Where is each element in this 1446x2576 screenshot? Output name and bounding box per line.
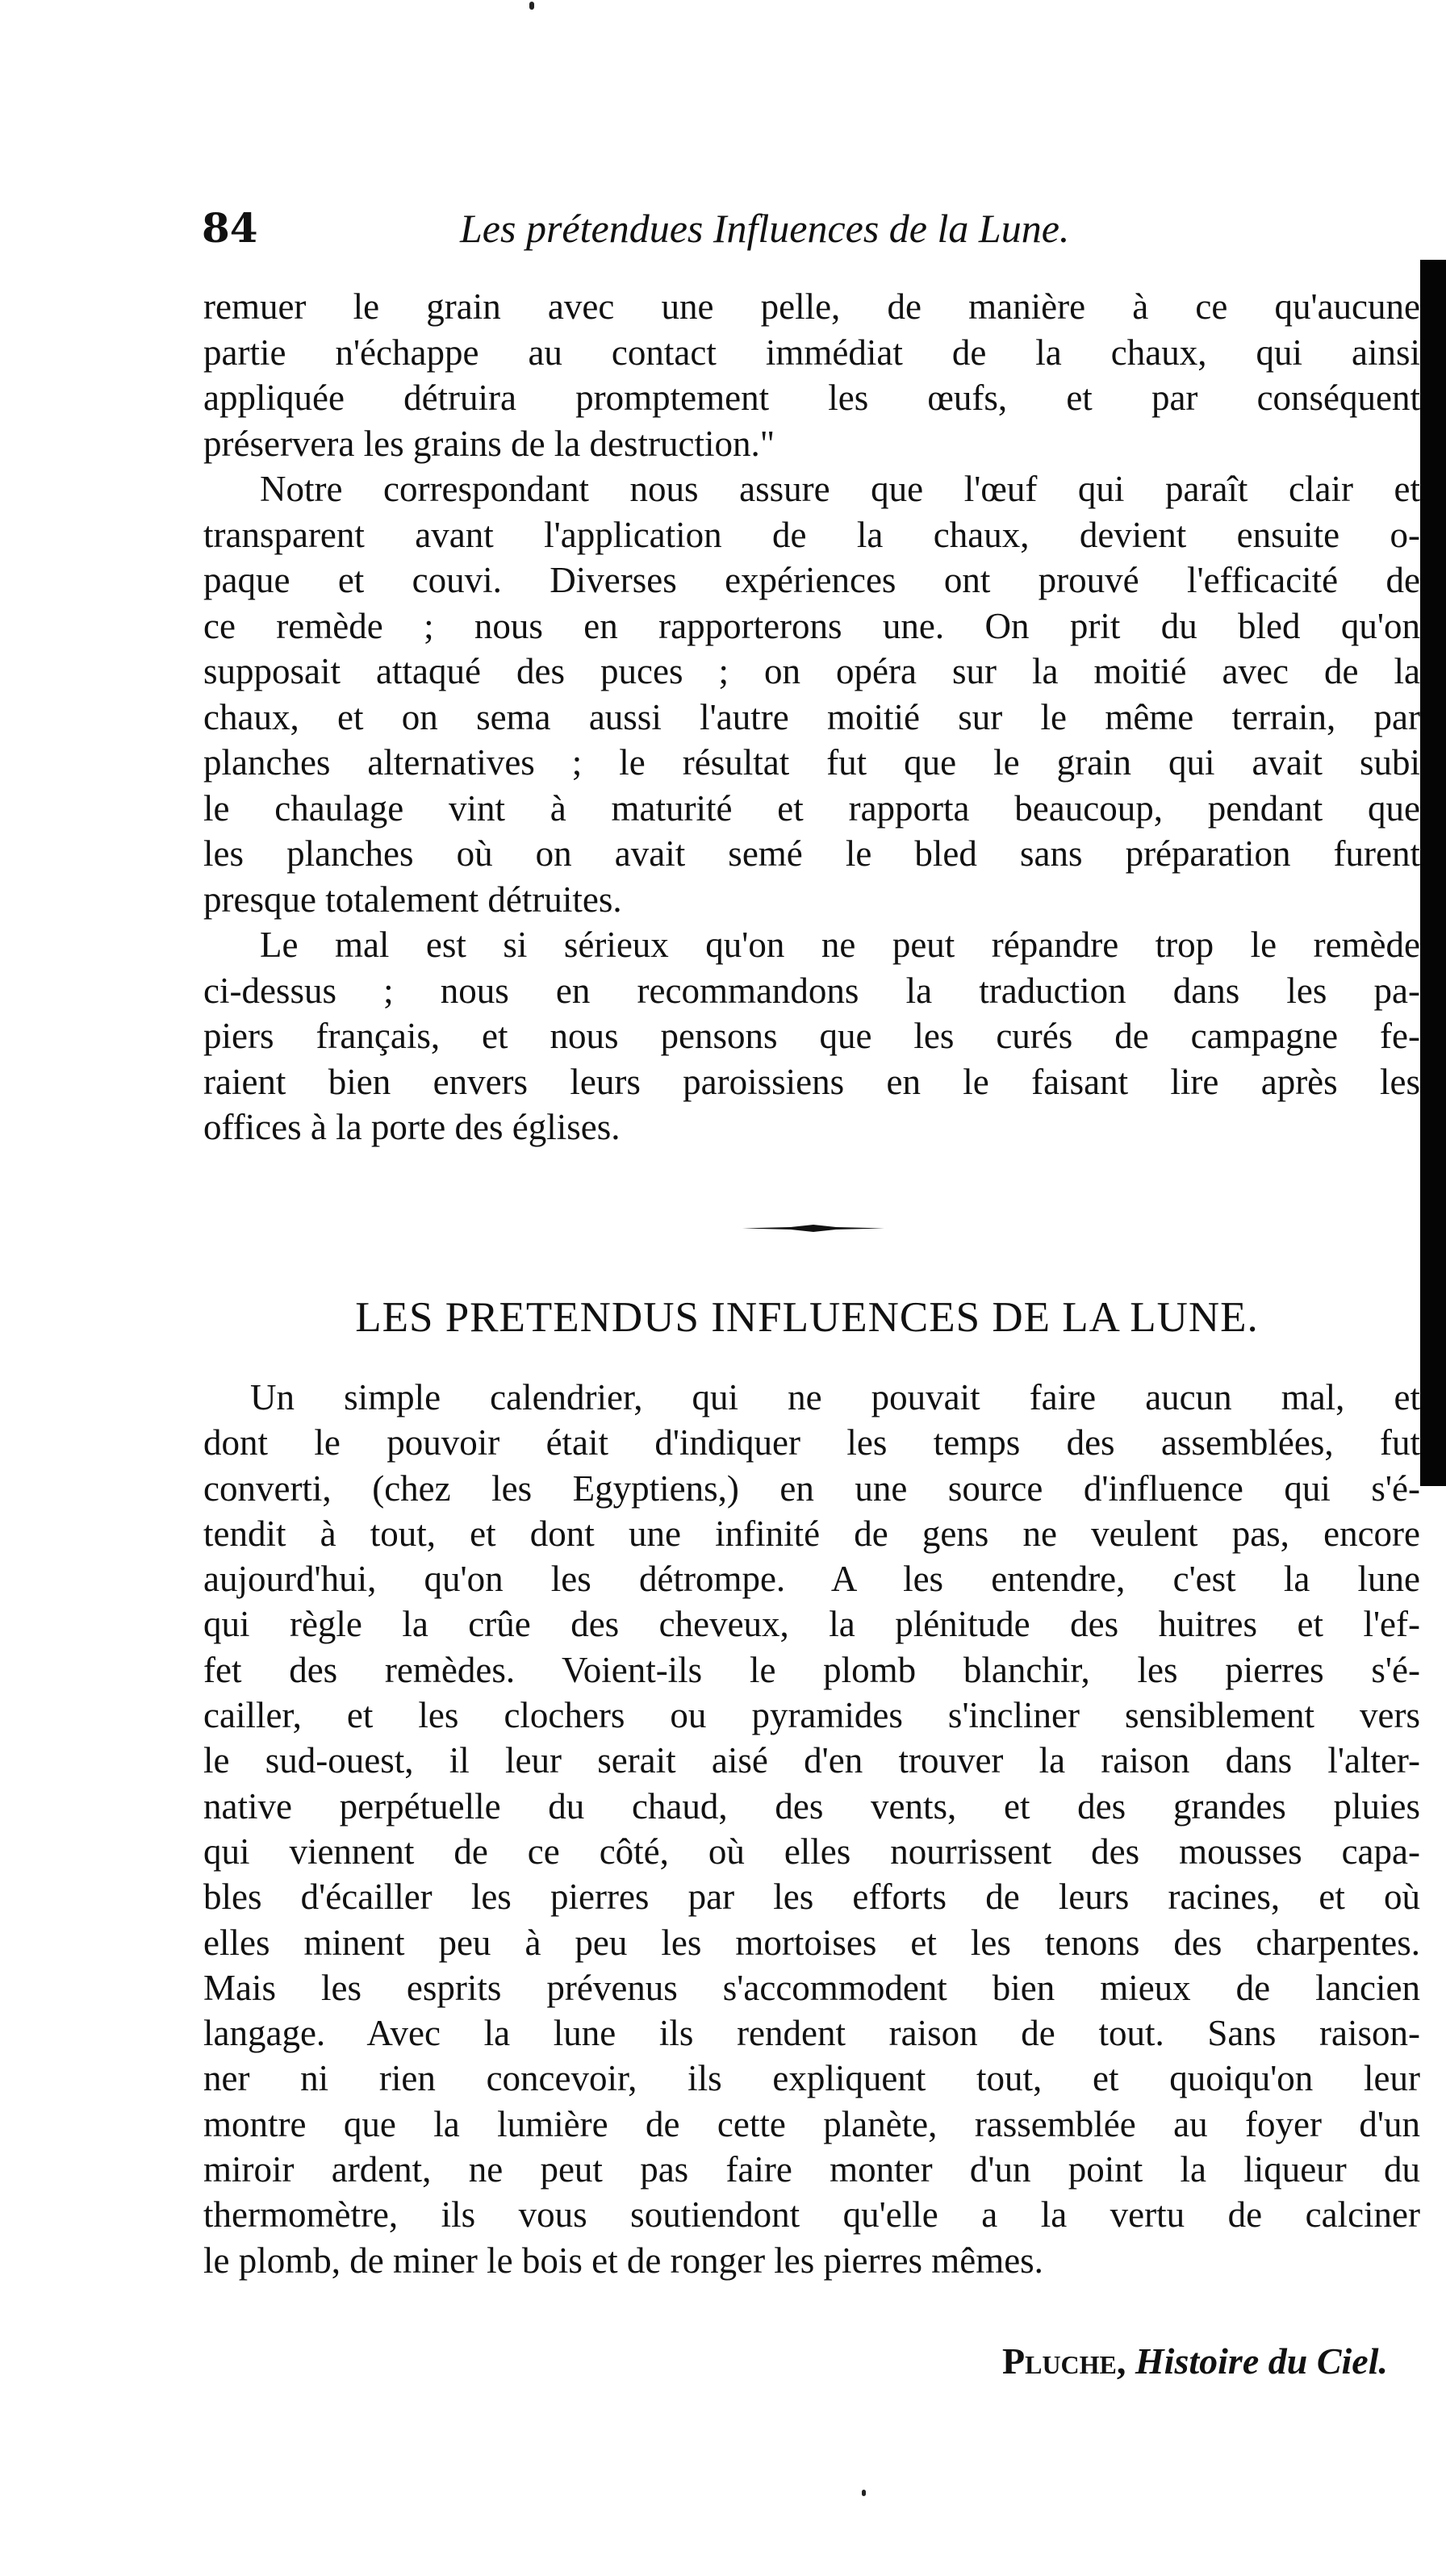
- text-line: bles d'écailler les pierres par les efforts de leurs racines, et où: [203, 1877, 1420, 1918]
- text-line: Un simple calendrier, qui ne pouvait faire aucun mal, et: [250, 1377, 1420, 1417]
- text-line: dont le pouvoir était d'indiquer les temps des assemblées, fut: [203, 1422, 1420, 1463]
- text-line: raient bien envers leurs paroissiens en le faisant lire après les: [203, 1061, 1420, 1102]
- text-line: converti, (chez les Egyptiens,) en une source d'influence qui s'é-: [203, 1468, 1420, 1509]
- text-line: piers français, et nous pensons que les curés de campagne fe-: [203, 1016, 1420, 1056]
- signature: [888, 2336, 1388, 2387]
- text-line: qui règle la crûe des cheveux, la plénitude des huitres et l'ef-: [203, 1604, 1420, 1645]
- text-line: tendit à tout, et dont une infinité de gens ne veulent pas, encore: [203, 1513, 1420, 1554]
- text-line: montre que la lumière de cette planète, rassemblée au foyer d'un: [203, 2103, 1420, 2144]
- section-divider-rule: [742, 1225, 884, 1232]
- text-line: thermomètre, ils vous soutiendont qu'elle a la vertu de calciner: [203, 2194, 1420, 2236]
- text-line: ci-dessus ; nous en recommandons la traduction dans les pa-: [203, 970, 1420, 1011]
- text-line: chaux, et on sema aussi l'autre moitié sur le même terrain, par: [203, 696, 1420, 737]
- text-line: native perpétuelle du chaud, des vents, et des grandes pluies: [203, 1785, 1420, 1827]
- text-line: le sud-ouest, il leur serait aisé d'en trouver la raison dans l'alter-: [203, 1740, 1420, 1781]
- text-line: préservera les grains de la destruction.": [203, 423, 775, 464]
- text-line: Mais les esprits prévenus s'accommodent bien mieux de lancien: [203, 1967, 1420, 2008]
- text-line: le plomb, de miner le bois et de ronger les pierres mêmes.: [203, 2240, 1043, 2281]
- ink-speck: [862, 2490, 866, 2496]
- text-line: ner ni rien concevoir, ils expliquent tout, et quoiqu'on leur: [203, 2058, 1420, 2099]
- running-title: Les prétendues Influences de la Lune.: [460, 206, 1070, 251]
- text-line: transparent avant l'application de la chaux, devient ensuite o-: [203, 514, 1420, 555]
- text-line: paque et couvi. Diverses expériences ont prouvé l'efficacité de: [203, 560, 1420, 600]
- text-line: miroir ardent, ne peut pas faire monter d'un point la liqueur du: [203, 2149, 1420, 2190]
- text-line: langage. Avec la lune ils rendent raison de tout. Sans raison-: [203, 2013, 1420, 2054]
- page-number: 84: [202, 204, 258, 252]
- text-line: planches alternatives ; le résultat fut que le grain qui avait subi: [203, 742, 1420, 783]
- lower-text-block: [203, 1375, 1420, 2283]
- text-line: presque totalement détruites.: [203, 879, 622, 920]
- text-line: fet des remèdes. Voient-ils le plomb blanchir, les pierres s'é-: [203, 1649, 1420, 1690]
- text-line: remuer le grain avec une pelle, de manière à ce qu'aucune: [203, 286, 1420, 327]
- text-line: les planches où on avait semé le bled sans préparation furent: [203, 833, 1420, 874]
- text-line: ce remède ; nous en rapporterons une. On prit du bled qu'on: [203, 605, 1420, 646]
- scan-edge-shadow: [1420, 260, 1446, 1486]
- running-head: [202, 200, 1267, 257]
- text-line: offices à la porte des églises.: [203, 1107, 621, 1147]
- signature-work: Histoire du Ciel.: [1135, 2340, 1388, 2382]
- signature-author: Pluche,: [1002, 2340, 1126, 2382]
- text-line: supposait attaqué des puces ; on opéra sur la moitié avec de la: [203, 651, 1420, 691]
- text-line: appliquée détruira promptement les œufs, et par conséquent: [203, 378, 1420, 418]
- text-line: Le mal est si sérieux qu'on ne peut répandre trop le remède: [260, 925, 1420, 965]
- text-line: elles minent peu à peu les mortoises et les tenons des charpentes.: [203, 1922, 1420, 1963]
- section-title: LES PRETENDUS INFLUENCES DE LA LUNE.: [355, 1294, 1259, 1341]
- upper-text-block: [203, 284, 1420, 1150]
- text-line: partie n'échappe au contact immédiat de la chaux, qui ainsi: [203, 332, 1420, 373]
- text-line: cailler, et les clochers ou pyramides s'incliner sensiblement vers: [203, 1695, 1420, 1736]
- ink-speck: [529, 2, 534, 10]
- text-line: le chaulage vint à maturité et rapporta beaucoup, pendant que: [203, 787, 1420, 829]
- text-line: Notre correspondant nous assure que l'œuf qui paraît clair et: [260, 469, 1420, 509]
- text-line: qui viennent de ce côté, où elles nourrissent des mousses capa-: [203, 1831, 1420, 1872]
- text-line: aujourd'hui, qu'on les détrompe. A les entendre, c'est la lune: [203, 1559, 1420, 1600]
